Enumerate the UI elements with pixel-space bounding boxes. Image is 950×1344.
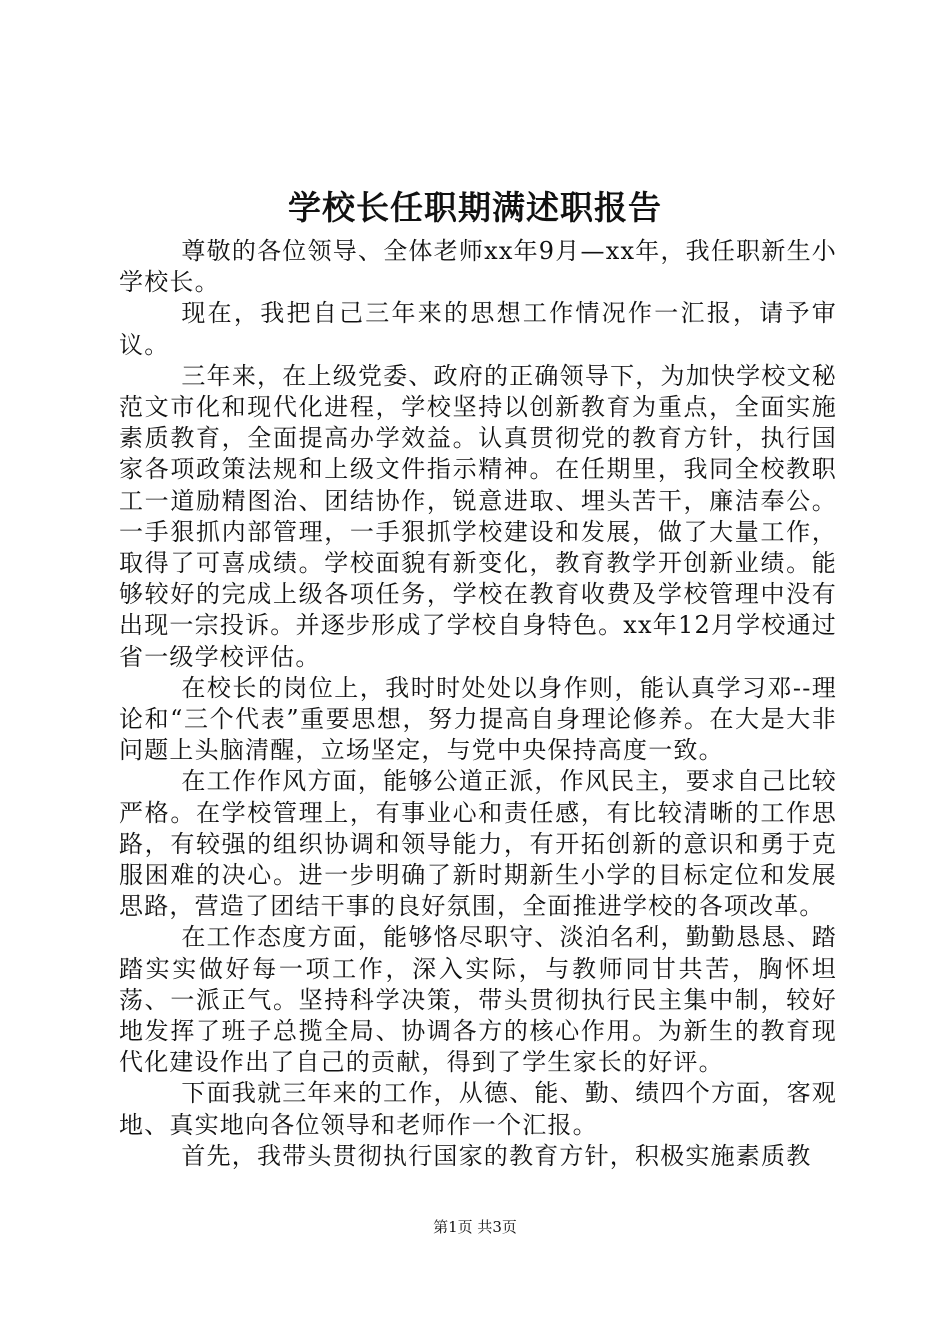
paragraph-report-outline: 下面我就三年来的工作，从德、能、勤、绩四个方面，客观地、真实地向各位领导和老师作一个汇报。 — [119, 1079, 837, 1139]
paragraph-greeting: 尊敬的各位领导、全体老师xx年9月—xx年，我任职新生小学校长。 — [119, 237, 837, 297]
document-body — [119, 236, 837, 1172]
paragraph-overview: 三年来，在上级党委、政府的正确领导下，为加快学校文秘范文市化和现代化进程，学校坚持以创新教育为重点，全面实施素质教育，全面提高办学效益。认真贯彻党的教育方针，执行国家各项政策法规和上级文件指示精神。在任期里，我同全校教职工一道励精图治、团结协作，锐意进取、埋头苦干，廉洁奉公。一手狠抓内部管理，一手狠抓学校建设和发展，做了大量工作，取得了可喜成绩。学校面貌有新变化，教育教学开创新业绩。能够较好的完成上级各项任务，学校在教育收费及学校管理中没有出现一宗投诉。并逐步形成了学校自身特色。xx年12月学校通过省一级学校评估。 — [119, 361, 837, 671]
paragraph-work-style: 在工作作风方面，能够公道正派，作风民主，要求自己比较严格。在学校管理上，有事业心和责任感，有比较清晰的工作思路，有较强的组织协调和领导能力，有开拓创新的意识和勇于克服困难的决心。进一步明确了新时期新生小学的目标定位和发展思路，营造了团结干事的良好氛围，全面推进学校的各项改革。 — [119, 767, 837, 921]
paragraph-theory: 在校长的岗位上，我时时处处以身作则，能认真学习邓--理论和“三个代表”重要思想，努力提高自身理论修养。在大是大非问题上头脑清醒，立场坚定，与党中央保持高度一致。 — [119, 673, 837, 765]
paragraph-intro: 现在，我把自己三年来的思想工作情况作一汇报，请予审议。 — [119, 299, 837, 359]
page-number-footer: 第1页 共3页 — [433, 1218, 517, 1236]
paragraph-first-point: 首先，我带头贯彻执行国家的教育方针，积极实施素质教 — [181, 1141, 812, 1170]
document-title: 学校长任职期满述职报告 — [288, 188, 662, 227]
paragraph-work-attitude: 在工作态度方面，能够恪尽职守、淡泊名利，勤勤恳恳、踏踏实实做好每一项工作，深入实际，与教师同甘共苦，胸怀坦荡、一派正气。坚持科学决策，带头贯彻执行民主集中制，较好地发挥了班子总揽全局、协调各方的核心作用。为新生的教育现代化建设作出了自己的贡献，得到了学生家长的好评。 — [119, 923, 837, 1077]
